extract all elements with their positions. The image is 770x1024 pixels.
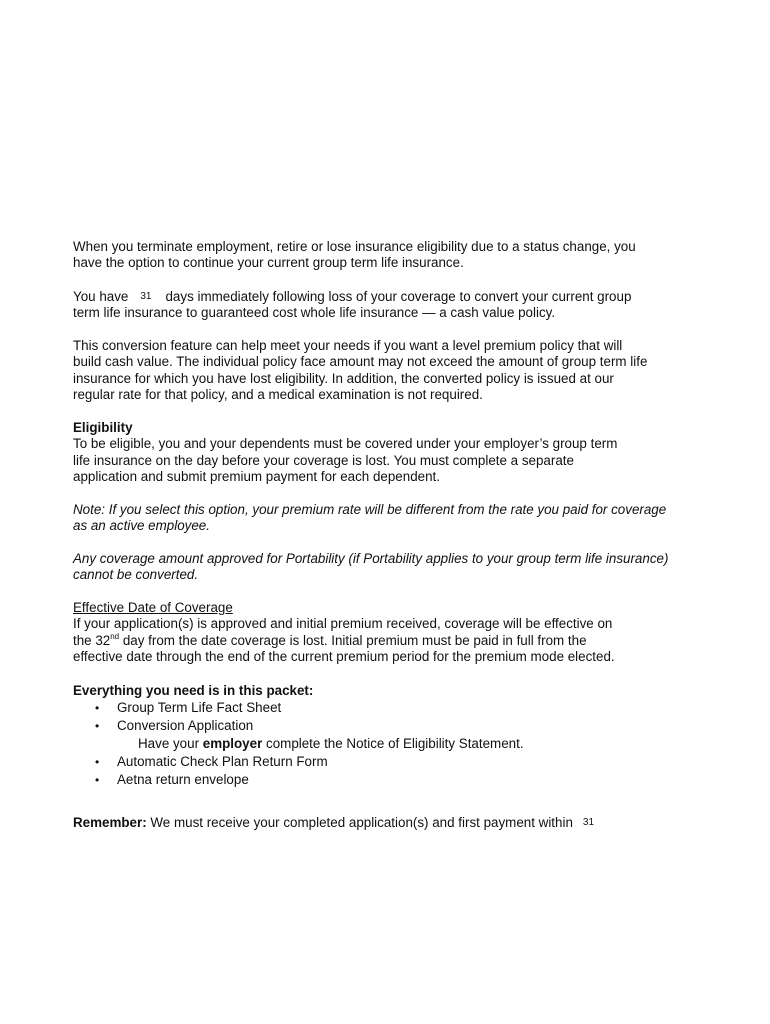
sub-item-prefix: Have your <box>138 736 203 751</box>
list-item <box>95 753 524 771</box>
effective-date-section <box>73 600 713 666</box>
eligibility-section <box>73 420 713 486</box>
period-line <box>73 289 713 305</box>
remember-days-value: 31 <box>582 817 595 828</box>
remember-paragraph <box>73 815 713 831</box>
list-item-label: Group Term Life Fact Sheet <box>117 700 282 715</box>
conversion-line: build cash value. The individual policy face amount may not exceed the amount of group term life <box>73 354 648 370</box>
list-item-label: Aetna return envelope <box>117 772 249 787</box>
portability-line: Any coverage amount approved for Portability (if Portability applies to your group term life insurance) <box>73 551 669 566</box>
period-days-value: 31 <box>140 291 152 302</box>
list-item <box>95 717 524 735</box>
list-item <box>95 771 524 789</box>
period-suffix: days immediately following loss of your coverage to convert your current group <box>165 289 632 304</box>
sub-item-suffix: complete the Notice of Eligibility Statement. <box>262 736 524 751</box>
list-item <box>95 699 524 717</box>
bullet-icon: • <box>95 773 100 787</box>
conversion-line: This conversion feature can help meet your needs if you want a level premium policy that will <box>73 338 623 353</box>
effective-date-heading: Effective Date of Coverage <box>73 600 233 615</box>
intro-line: When you terminate employment, retire or lose insurance eligibility due to a status change, you <box>73 239 636 254</box>
effective-line: If your application(s) is approved and initial premium received, coverage will be effective on <box>73 616 613 632</box>
eligibility-heading: Eligibility <box>73 420 133 435</box>
list-item-label: Automatic Check Plan Return Form <box>117 754 328 769</box>
intro-paragraph <box>73 239 713 272</box>
list-item-label: Conversion Application <box>117 718 254 733</box>
effective-line: effective date through the end of the current premium period for the premium mode elected. <box>73 649 615 665</box>
note-paragraph <box>73 502 713 535</box>
eligibility-line: life insurance on the day before your coverage is lost. You must complete a separate <box>73 452 574 468</box>
period-line: term life insurance to guaranteed cost whole life insurance — a cash value policy. <box>73 305 556 321</box>
effective-day-ordinal: nd <box>110 631 120 641</box>
bullet-icon: • <box>95 701 100 715</box>
portability-line: cannot be converted. <box>73 567 199 583</box>
remember-text: We must receive your completed application(s) and first payment within <box>146 815 573 830</box>
packet-heading-text: Everything you need is in this packet: <box>73 683 314 698</box>
effective-day-prefix: the 32 <box>73 632 111 648</box>
conversion-period-paragraph <box>73 289 713 322</box>
bullet-icon: • <box>95 719 100 733</box>
note-line: Note: If you select this option, your premium rate will be different from the rate you paid for coverage <box>73 502 667 517</box>
portability-paragraph <box>73 551 713 584</box>
conversion-feature-paragraph <box>73 338 713 404</box>
bullet-icon: • <box>95 755 100 769</box>
conversion-line: regular rate for that policy, and a medical examination is not required. <box>73 387 483 403</box>
list-sub-item <box>95 735 524 753</box>
packet-heading <box>73 683 713 699</box>
remember-line <box>73 815 713 831</box>
effective-line <box>73 633 713 649</box>
intro-line: have the option to continue your current group term life insurance. <box>73 255 464 271</box>
note-line: as an active employee. <box>73 518 210 534</box>
remember-label: Remember: <box>73 815 147 830</box>
sub-item-bold: employer <box>202 736 263 751</box>
eligibility-line: To be eligible, you and your dependents must be covered under your employer’s group term <box>73 436 618 452</box>
conversion-line: insurance for which you have lost eligibility. In addition, the converted policy is issued at our <box>73 370 614 386</box>
period-prefix: You have <box>73 289 129 304</box>
eligibility-line: application and submit premium payment for each dependent. <box>73 469 440 485</box>
packet-list <box>95 699 524 789</box>
effective-day-suffix: day from the date coverage is lost. Initial premium must be paid in full from the <box>119 632 587 648</box>
